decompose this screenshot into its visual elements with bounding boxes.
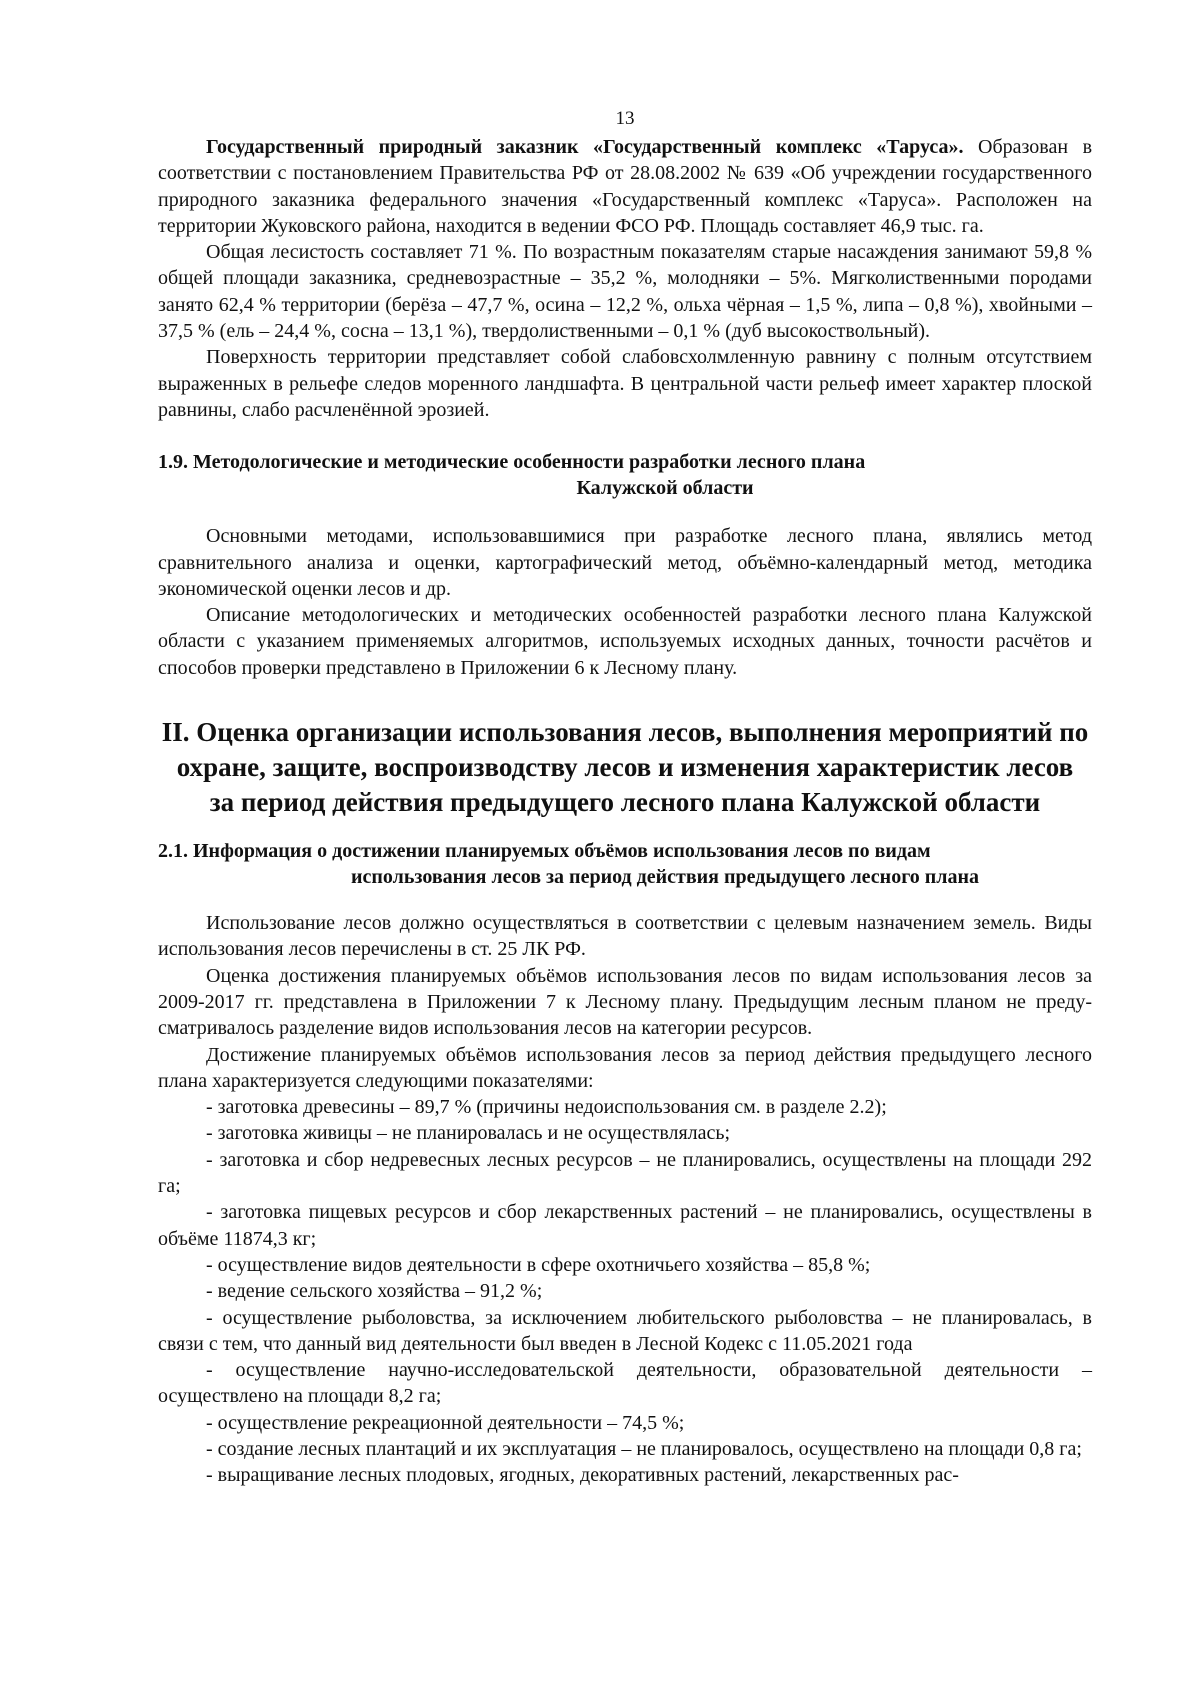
section-1-9-heading-line1: 1.9. Методологические и методические особенности разработки лесного плана [158, 451, 866, 474]
section-1-9-paragraph-1: Основными методами, использовавшимися при разработке лесного плана, являлись метод сравнительного анализа и оценки, картографический метод, объёмно-календарный метод, методика экономической оценки лесов и др. [158, 525, 1092, 600]
section-2-1-heading [158, 838, 1092, 890]
section-2-1-heading-line2: использования лесов за период действия предыдущего лесного плана [350, 866, 980, 889]
reserve-title: Государственный природный заказник «Государственный комплекс «Таруса». [206, 136, 964, 158]
section-1-9-heading [158, 449, 1092, 501]
list-item: - заготовка и сбор недревесных лесных ресурсов – не планировались, осуществлены на площади 292 га; [158, 1148, 1092, 1198]
list-item: - осуществление рекреационной деятельности – 74,5 %; [206, 1411, 685, 1434]
reserve-paragraph-2: Общая лесистость составляет 71 %. По возрастным показателям старые насаждения занимают 59,8 % общей площади заказника, средневозрастные – 35,2 %, молодняки – 5%. Мягколиственными породами занято 62,4 % территории (берёза – 47,7 %, осина – 12,2 %, ольха чёрная – 1,5 %, липа – 0,8 %), хвойными – 37,5 % (ель – 24,4 %, сосна – 13,1 %), твердолиственными – 0,1 % (дуб высокоствольный). [158, 241, 1092, 343]
section-2-1-paragraph-2: Оценка достижения планируемых объёмов использования лесов по видам использования лесов за 2009-2017 гг. представлена в Приложении 7 к Лесному плану. Предыдущим лесным планом не преду- сматривалось разделение видов использования лесов на категории ресурсов. [158, 964, 1092, 1040]
page-content [158, 108, 1092, 1489]
list-item: - осуществление рыболовства, за исключением любительского рыболовства – не планировалась, в связи с тем, что данный вид деятельности был введен в Лесной Кодекс с 11.05.2021 года [158, 1306, 1092, 1355]
list-item: - заготовка пищевых ресурсов и сбор лекарственных растений – не планировались, осуществлены в объёме 11874,3 кг; [158, 1201, 1092, 1250]
section-1-9-paragraph-2: Описание методологических и методических особенностей разработки лесного плана Калужской области с указанием применяемых алгоритмов, используемых исходных данных, точности расчётов и способов проверки представлено в Приложении 6 к Лесному плану. [158, 604, 1092, 679]
page-number: 13 [615, 108, 635, 129]
chapter-2-heading [158, 715, 1092, 820]
list-item: - создание лесных плантаций и их эксплуатация – не планировалось, осуществлено на площади 0,8 га; [206, 1437, 1082, 1460]
list-item: - осуществление научно-исследовательской деятельности, образовательной деятельности – осуществлено на площади 8,2 га; [158, 1359, 1092, 1408]
reserve-paragraph-1: Образован в соответствии с постановлением Правительства РФ от 28.08.2002 № 639 «Об учреждении государственного природного заказника федерального значения «Государственный комплекс «Таруса». Расположен на территории Жуковского района, находится в ведении ФСО РФ. Площадь составляет 46,9 тыс. га. [158, 136, 1093, 237]
chapter-2-heading-line3: за период действия предыдущего лесного плана Калужской области [209, 787, 1041, 818]
section-2-1-paragraph-1: Использование лесов должно осуществляться в соответствии с целевым назначением земель. Виды использования лесов перечислены в ст. 25 ЛК РФ. [158, 912, 1092, 961]
list-item: - заготовка живицы – не планировалась и не осуществлялась; [206, 1122, 731, 1145]
chapter-2-heading-line2: охране, защите, воспроизводству лесов и изменения характеристик лесов [176, 752, 1074, 783]
section-2-1-heading-line1: 2.1. Информация о достижении планируемых объёмов использования лесов по видам [158, 840, 931, 863]
reserve-intro-paragraph [158, 134, 1092, 239]
section-2-1-paragraph-3: Достижение планируемых объёмов использования лесов за период действия предыдущего лесного плана характеризуется следующими показателями: [158, 1043, 1092, 1092]
reserve-paragraph-3: Поверхность территории представляет собой слабовсхолмленную равнину с полным отсутствием выраженных в рельефе следов моренного ландшафта. В центральной части рельеф имеет характер плоской равнины, слабо расчленённой эрозией. [158, 346, 1092, 421]
list-item: - ведение сельского хозяйства – 91,2 %; [206, 1280, 543, 1303]
section-1-9-heading-line2: Калужской области [576, 477, 754, 500]
list-item: - осуществление видов деятельности в сфере охотничьего хозяйства – 85,8 %; [206, 1253, 871, 1276]
list-item: - заготовка древесины – 89,7 % (причины недоиспользования см. в разделе 2.2); [206, 1096, 887, 1119]
chapter-2-heading-line1: II. Оценка организации использования лесов, выполнения мероприятий по [161, 717, 1089, 748]
list-item: - выращивание лесных плодовых, ягодных, декоративных растений, лекарственных рас- [206, 1464, 959, 1487]
